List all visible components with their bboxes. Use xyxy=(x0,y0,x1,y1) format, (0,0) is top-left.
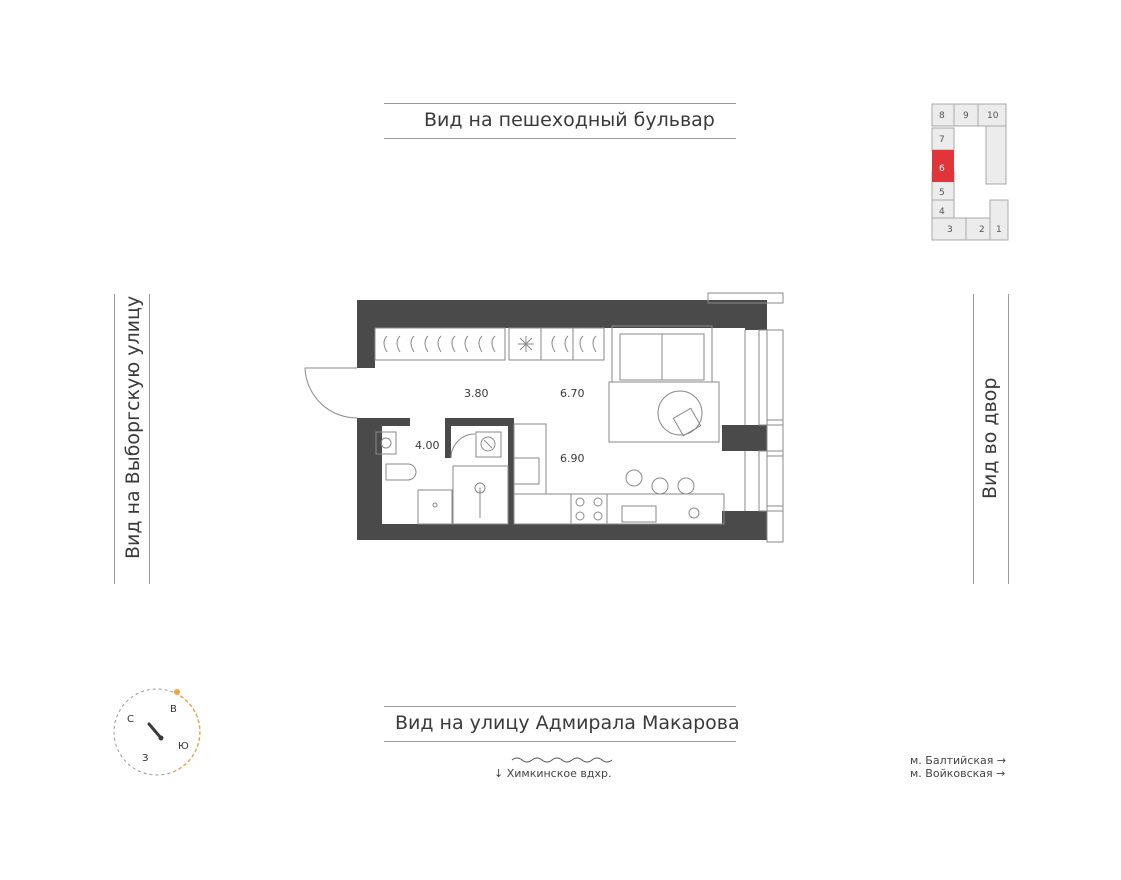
area-hall: 3.80 xyxy=(464,387,489,400)
area-kitchen: 6.90 xyxy=(560,452,585,465)
metro-item xyxy=(910,754,1006,767)
entrance-door xyxy=(305,368,357,418)
right-view-label: Вид во двор xyxy=(979,377,1001,499)
section-5: 5 xyxy=(939,188,945,198)
compass-south: Ю xyxy=(178,741,189,752)
section-3: 3 xyxy=(947,225,953,235)
metro-label: м. Войковская xyxy=(910,767,993,780)
compass xyxy=(114,689,200,775)
sun-icon xyxy=(174,689,180,695)
compass-east: В xyxy=(170,704,177,715)
section-10: 10 xyxy=(987,111,999,121)
left-view-label: Вид на Выборгскую улицу xyxy=(122,295,144,559)
wardrobe xyxy=(375,328,604,360)
metro-label: м. Балтийская xyxy=(910,754,994,767)
arrow-right-icon: → xyxy=(996,767,1006,780)
area-bath: 4.00 xyxy=(415,439,440,452)
compass-north: С xyxy=(127,714,134,725)
area-room: 6.70 xyxy=(560,387,585,400)
arrow-down-icon: ↓ xyxy=(494,767,504,780)
water-label xyxy=(494,767,611,780)
section-1: 1 xyxy=(996,225,1002,235)
section-map xyxy=(932,104,1008,240)
section-2: 2 xyxy=(979,225,985,235)
section-6: 6 xyxy=(939,164,945,174)
sofa xyxy=(609,326,719,442)
bathroom-fixtures xyxy=(376,432,508,524)
water-text: Химкинское вдхр. xyxy=(506,767,612,780)
section-4: 4 xyxy=(939,207,945,217)
top-view-label: Вид на пешеходный бульвар xyxy=(424,109,715,131)
kitchen-fixtures xyxy=(514,424,724,524)
compass-west: З xyxy=(142,753,149,764)
section-9: 9 xyxy=(963,111,969,121)
water-wave-icon xyxy=(512,758,612,762)
arrow-right-icon: → xyxy=(996,754,1007,767)
metro-item xyxy=(910,767,1005,780)
section-8: 8 xyxy=(939,111,945,121)
bottom-view-label: Вид на улицу Адмирала Макарова xyxy=(395,712,740,734)
section-7: 7 xyxy=(939,135,945,145)
